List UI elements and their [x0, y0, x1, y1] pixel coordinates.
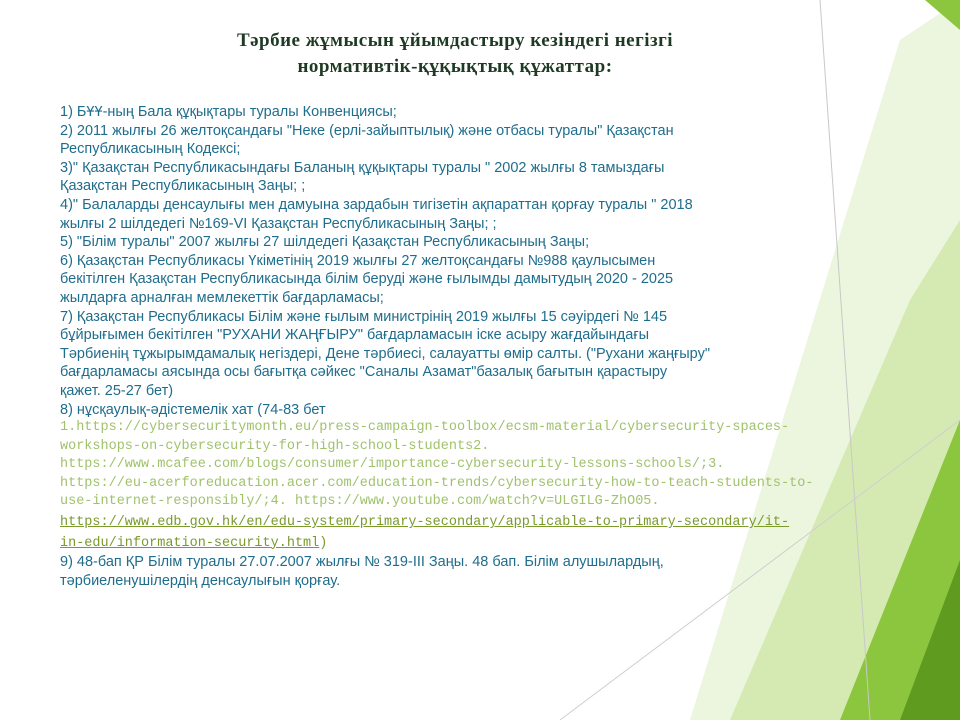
list-line: 5) "Білім туралы" 2007 жылғы 27 шілдедегі Қазақстан Республикасының Заңы;	[60, 234, 590, 251]
hyperlink-line-1[interactable]: https://www.edb.gov.hk/en/edu-system/primary-secondary/applicable-to-primary-secondary/it-	[60, 515, 790, 531]
hyperlink-block	[60, 512, 850, 533]
list-line: Қазақстан Республикасының Заңы; ;	[60, 178, 306, 195]
document-list	[60, 103, 850, 590]
list-line: тәрбиеленушілердің денсаулығын қорғау.	[60, 572, 341, 589]
list-line: 7) Қазақстан Республикасы Білім және ғылым министрінің 2019 жылғы 15 сәуірдегі № 145	[60, 308, 668, 325]
list-line: 3)" Қазақстан Республикасындағы Баланың құқықтары туралы " 2002 жылғы 8 тамыздағы	[60, 159, 665, 176]
list-line: жылғы 2 шілдедегі №169-VI Қазақстан Республикасының Заңы; ;	[60, 215, 497, 232]
url-line[interactable]: https://eu-acerforeducation.acer.com/education-trends/cybersecurity-how-to-teach-students-to-	[60, 475, 814, 491]
url-line[interactable]: https://www.mcafee.com/blogs/consumer/importance-cybersecurity-lessons-schools/;3.	[60, 457, 725, 473]
list-line: Республикасының Кодексі;	[60, 141, 241, 158]
title-line-2: нормативтік-құқықтық құжаттар:	[297, 56, 613, 77]
url-line[interactable]: workshops-on-cybersecurity-for-high-school-students2.	[60, 438, 490, 454]
list-line: 2) 2011 жылғы 26 желтоқсандағы "Неке (ерлі-зайыптылық) және отбасы туралы" Қазақстан	[60, 122, 674, 139]
url-line[interactable]: use-internet-responsibly/;4. https://www.youtube.com/watch?v=ULGILG-ZhO05.	[60, 494, 660, 510]
list-line: жылдарға арналған мемлекеттік бағдарламасы;	[60, 289, 384, 306]
url-line[interactable]: 1.https://cybersecuritymonth.eu/press-campaign-toolbox/ecsm-material/cybersecurity-spaces-	[60, 420, 790, 436]
hyperlink-block-2	[60, 533, 850, 554]
closing-paren: )	[319, 535, 328, 551]
list-line: Тәрбиенің тұжырымдамалық негіздері, Дене тәрбиесі, салауатты өмір салты. ("Рухани жаңғыру"	[60, 345, 710, 362]
hyperlink-line-2[interactable]: in-edu/information-security.html	[60, 535, 320, 551]
slide-title	[130, 28, 780, 80]
list-line: 1) БҰҰ-ның Бала құқықтары туралы Конвенциясы;	[60, 104, 397, 120]
list-line: 4)" Балаларды денсаулығы мен дамуына зардабын тигізетін ақпараттан қорғау туралы " 2018	[60, 196, 693, 213]
list-line: бұйрығымен бекітілген "РУХАНИ ЖАҢҒЫРУ" бағдарламасын іске асыру жағдайындағы	[60, 327, 650, 344]
list-line: бағдарламасы аясында осы бағытқа сәйкес "Саналы Азамат"базалық бағытын қарастыру	[60, 364, 668, 381]
list-line: бекітілген Қазақстан Республикасында білім беруді және ғылымды дамытудың 2020 - 2025	[60, 271, 674, 288]
title-line-1: Тәрбие жұмысын ұйымдастыру кезіндегі негізгі	[236, 30, 674, 51]
list-line: қажет. 25-27 бет)	[60, 382, 174, 399]
list-line: 9) 48-бап ҚР Білім туралы 27.07.2007 жылғы № 319-ІІІ Заңы. 48 бап. Білім алушылардың,	[60, 554, 664, 571]
list-line: 8) нұсқаулық-әдістемелік хат (74-83 бет	[60, 401, 326, 418]
list-line: 6) Қазақстан Республикасы Үкіметінің 2019 жылғы 27 желтоқсандағы №988 қаулысымен	[60, 252, 656, 269]
